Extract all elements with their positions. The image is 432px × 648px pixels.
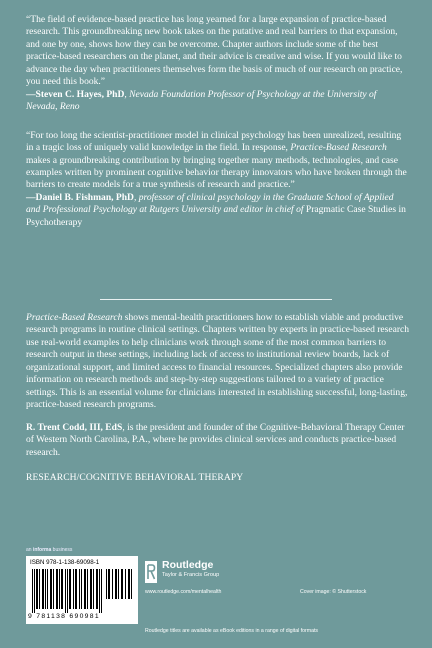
back-cover-content [26, 14, 410, 229]
description-block [26, 312, 410, 483]
endorser-name: —Steven C. Hayes, PhD [26, 88, 125, 100]
endorser-name: —Daniel B. Fishman, PhD [26, 191, 134, 203]
publisher-group: Taylor & Francis Group [162, 572, 220, 578]
endorsement-fishman [26, 130, 410, 230]
endorsement-attribution [26, 192, 410, 229]
endorsement-text: “For too long the scientist-practitioner model in clinical psychology has been unrealized, resulting in a tragic loss of uniquely valid knowledge in the field. In response, Practice-Based Research makes a groundbreaking contribution by bringing together many methods, technologies, and case examples written by prominent cognitive behavior therapy innovators who have broken through the barriers to create models for a true synthesis of research and practice.” [26, 129, 407, 191]
informa-tagline: an informa business [26, 547, 73, 553]
publisher-name: Routledge [162, 559, 214, 571]
subject-category: RESEARCH/COGNITIVE BEHAVIORAL THERAPY [26, 471, 244, 483]
endorsement-text: “The field of evidence-based practice has long yearned for a large expansion of practice-based research. This groundbreaking new book takes on the putative and real barriers to that expansion, and one by one, shows how they can be overcome. Chapter authors include some of the best practice-based researchers on the planet, and their advice is creative and wise. If you would like to advance the day when practitioners themselves form the basis of much of our research on practice, you need this book.” [26, 14, 403, 88]
routledge-logo-icon [145, 561, 157, 583]
endorsement-attribution [26, 89, 410, 114]
book-description: Practice-Based Research shows mental-health practitioners how to establish viable and productive research programs in routine clinical settings. Chapters written by experts in practice-based research use real-world examples to help clinicians work through some of the most common barriers to research output in these settings, including lack of access to institutional review boards, lack of organizational support, and limited access to financial resources. Specialized chapters also provide information on research methods and step-by-step suggestions tailored to a variety of practice settings. This is an essential volume for clinicians interested in establishing successful, long-lasting, practice-based research programs. [26, 312, 410, 411]
cover-credit: Cover image: © Shutterstock [300, 589, 367, 595]
endorser-affiliation: , Nevada Foundation Professor of Psychology at the University of Nevada, Reno [26, 88, 377, 113]
author-bio: R. Trent Codd, III, EdS, is the president and founder of the Cognitive-Behavioral Therapy Center of Western North Carolina, P.A., where he provides clinical services and conducts practice-based research. [26, 421, 405, 458]
barcode [26, 556, 138, 624]
barcode-digits: 9 781138 690981 [28, 613, 100, 620]
isbn-label: ISBN 978-1-138-69098-1 [30, 559, 100, 566]
divider [100, 299, 332, 300]
endorsement-hayes [26, 14, 410, 114]
barcode-bars [32, 569, 102, 613]
journal-title: Pragmatic Case Studies in Psychotherapy [26, 204, 406, 228]
barcode-addon-bars [106, 569, 133, 599]
ebook-note: Routledge titles are available as eBook editions in a range of digital formats [145, 628, 319, 634]
endorser-affiliation: , professor of clinical psychology in the Graduate School of Applied and Professional Psychology at Rutgers University and editor in chief of [26, 191, 394, 216]
footer [0, 543, 432, 648]
publisher-url: www.routledge.com/mentalhealth [145, 589, 222, 595]
author-name: R. Trent Codd, III, EdS [26, 421, 123, 433]
